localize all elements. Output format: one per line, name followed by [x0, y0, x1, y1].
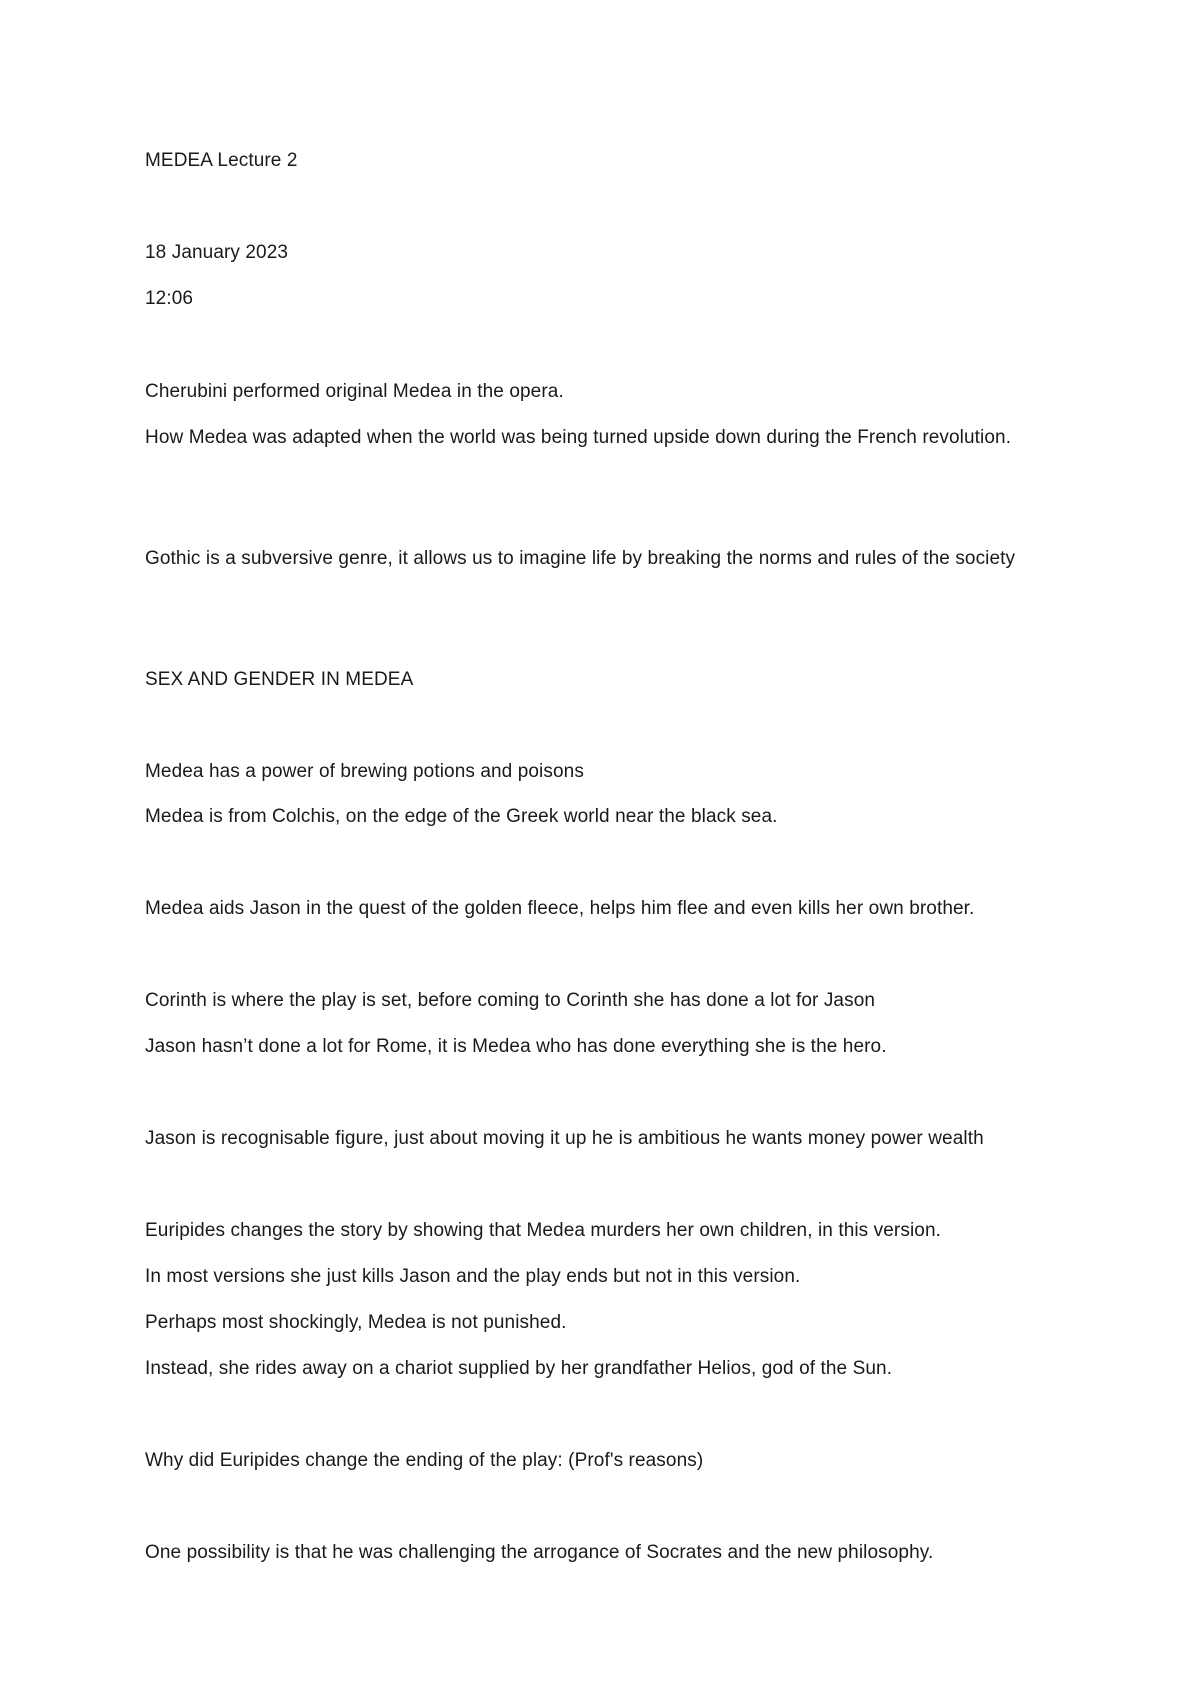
section-heading: SEX AND GENDER IN MEDEA	[145, 669, 414, 690]
paragraph: Euripides changes the story by showing that Medea murders her own children, in this version.	[145, 1220, 941, 1241]
paragraph: Corinth is where the play is set, before coming to Corinth she has done a lot for Jason	[145, 990, 876, 1011]
paragraph: Perhaps most shockingly, Medea is not punished.	[145, 1312, 567, 1333]
paragraph: Medea is from Colchis, on the edge of the Greek world near the black sea.	[145, 806, 778, 827]
paragraph: Medea has a power of brewing potions and poisons	[145, 761, 584, 782]
paragraph: In most versions she just kills Jason and the play ends but not in this version.	[145, 1266, 801, 1287]
paragraph: Gothic is a subversive genre, it allows us to imagine life by breaking the norms and rules of the society	[145, 548, 1016, 569]
paragraph: How Medea was adapted when the world was being turned upside down during the French revolution.	[145, 427, 1012, 448]
document-date: 18 January 2023	[145, 242, 289, 263]
paragraph: Medea aids Jason in the quest of the golden fleece, helps him flee and even kills her own brother.	[145, 898, 975, 919]
paragraph: One possibility is that he was challenging the arrogance of Socrates and the new philosophy.	[145, 1542, 934, 1563]
paragraph: Jason hasn’t done a lot for Rome, it is Medea who has done everything she is the hero.	[145, 1036, 887, 1057]
paragraph: Instead, she rides away on a chariot supplied by her grandfather Helios, god of the Sun.	[145, 1358, 893, 1379]
paragraph: Why did Euripides change the ending of the play: (Prof's reasons)	[145, 1450, 704, 1471]
document-title: MEDEA Lecture 2	[145, 150, 298, 171]
paragraph: Cherubini performed original Medea in the opera.	[145, 381, 564, 402]
paragraph: Jason is recognisable figure, just about moving it up he is ambitious he wants money power wealth	[145, 1128, 984, 1149]
document-time: 12:06	[145, 288, 194, 309]
